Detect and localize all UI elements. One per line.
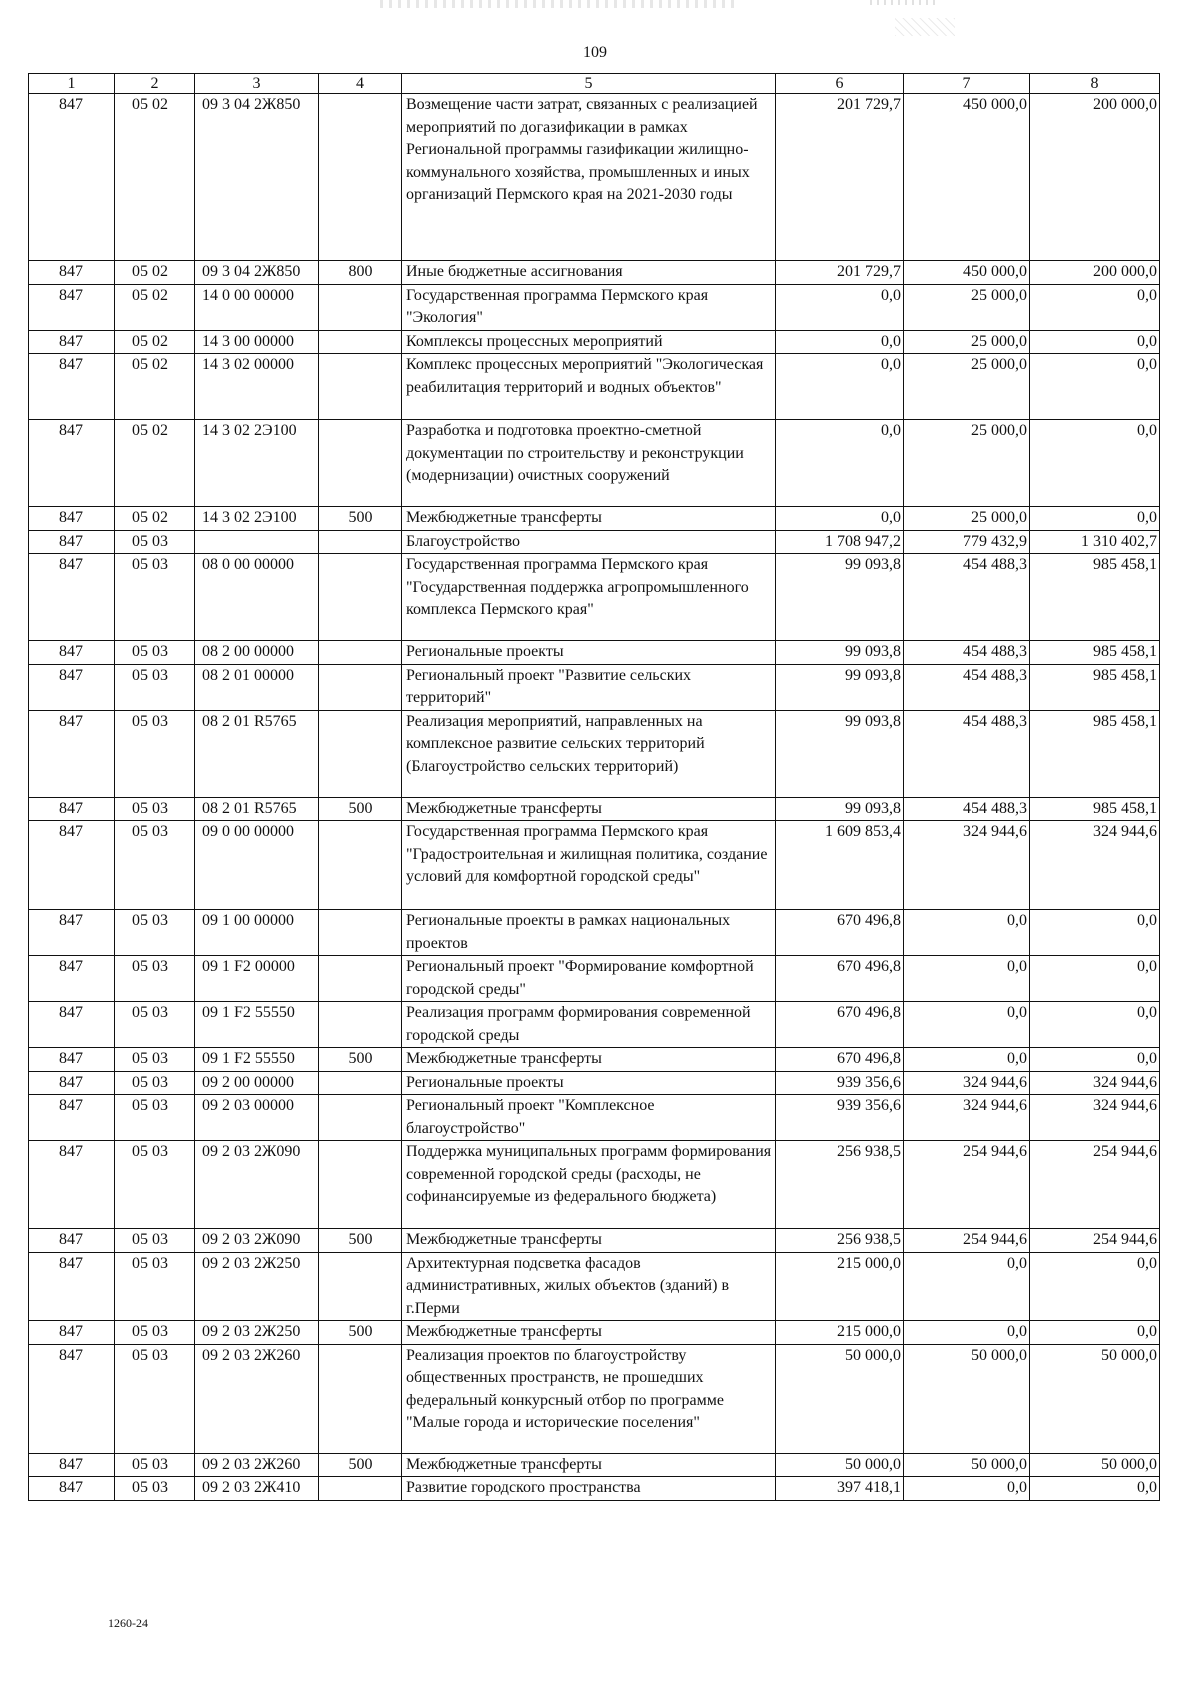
description-cell: Государственная программа Пермского края "Государственная поддержка агропромышленного комплекса Пермского края" [402,554,776,641]
admin-code-cell: 847 [29,956,115,1002]
expense-type-cell: 500 [319,797,402,821]
amount-col6-cell: 670 496,8 [776,1048,904,1072]
amount-col7-cell: 25 000,0 [904,420,1030,507]
target-code-cell: 08 2 01 00000 [195,664,319,710]
expense-type-cell [319,354,402,420]
amount-col8-cell: 50 000,0 [1030,1344,1160,1453]
table-row [29,284,1160,330]
amount-col6-cell: 1 609 853,4 [776,821,904,910]
admin-code-cell: 847 [29,554,115,641]
amount-col7-cell: 0,0 [904,1321,1030,1345]
description-cell: Межбюджетные трансферты [402,1048,776,1072]
description-cell: Межбюджетные трансферты [402,1453,776,1477]
amount-col6-cell: 256 938,5 [776,1229,904,1253]
table-row [29,1095,1160,1141]
target-code-cell: 09 1 F2 55550 [195,1048,319,1072]
amount-col6-cell: 215 000,0 [776,1321,904,1345]
amount-col8-cell: 0,0 [1030,354,1160,420]
amount-col7-cell: 254 944,6 [904,1141,1030,1229]
target-code-cell: 14 3 02 00000 [195,354,319,420]
table-row [29,530,1160,554]
amount-col6-cell: 397 418,1 [776,1477,904,1501]
amount-col7-cell: 0,0 [904,910,1030,956]
section-code-cell: 05 02 [115,261,195,285]
amount-col6-cell: 99 093,8 [776,710,904,797]
table-row [29,330,1160,354]
table-row [29,1453,1160,1477]
description-cell: Государственная программа Пермского края "Экология" [402,284,776,330]
table-row [29,554,1160,641]
amount-col6-cell: 201 729,7 [776,261,904,285]
admin-code-cell: 847 [29,261,115,285]
header-row [29,74,1160,94]
amount-col6-cell: 99 093,8 [776,797,904,821]
section-code-cell: 05 03 [115,956,195,1002]
amount-col7-cell: 454 488,3 [904,797,1030,821]
admin-code-cell: 847 [29,420,115,507]
expense-type-cell [319,1071,402,1095]
admin-code-cell: 847 [29,1141,115,1229]
amount-col6-cell: 0,0 [776,420,904,507]
section-code-cell: 05 03 [115,664,195,710]
target-code-cell: 09 2 03 2Ж090 [195,1229,319,1253]
description-cell: Иные бюджетные ассигнования [402,261,776,285]
description-cell: Возмещение части затрат, связанных с реализацией мероприятий по догазификации в рамках Региональной программы газификации жилищно-коммунального хозяйства, промышленных и иных организаций Пермского края на 2021-2030 годы [402,94,776,261]
amount-col7-cell: 324 944,6 [904,1095,1030,1141]
target-code-cell: 09 2 03 2Ж260 [195,1453,319,1477]
amount-col7-cell: 450 000,0 [904,261,1030,285]
table-row [29,1229,1160,1253]
target-code-cell: 14 0 00 00000 [195,284,319,330]
amount-col8-cell: 0,0 [1030,956,1160,1002]
scan-artifact [380,0,740,8]
expense-type-cell [319,1344,402,1453]
description-cell: Поддержка муниципальных программ формирования современной городской среды (расходы, не софинансируемые из федерального бюджета) [402,1141,776,1229]
admin-code-cell: 847 [29,664,115,710]
expense-type-cell [319,530,402,554]
amount-col8-cell: 0,0 [1030,507,1160,531]
target-code-cell: 09 2 00 00000 [195,1071,319,1095]
amount-col6-cell: 0,0 [776,507,904,531]
section-code-cell: 05 03 [115,1048,195,1072]
section-code-cell: 05 03 [115,1229,195,1253]
section-code-cell: 05 03 [115,1477,195,1501]
table-row [29,1141,1160,1229]
target-code-cell: 09 2 03 2Ж250 [195,1252,319,1321]
admin-code-cell: 847 [29,797,115,821]
description-cell: Комплекс процессных мероприятий "Экологическая реабилитация территорий и водных объектов" [402,354,776,420]
expense-type-cell: 500 [319,507,402,531]
amount-col8-cell: 324 944,6 [1030,1071,1160,1095]
column-header: 6 [776,74,904,94]
expense-type-cell [319,420,402,507]
amount-col7-cell: 254 944,6 [904,1229,1030,1253]
description-cell: Межбюджетные трансферты [402,507,776,531]
amount-col7-cell: 454 488,3 [904,641,1030,665]
admin-code-cell: 847 [29,641,115,665]
section-code-cell: 05 03 [115,1095,195,1141]
amount-col8-cell: 0,0 [1030,1048,1160,1072]
amount-col7-cell: 450 000,0 [904,94,1030,261]
scan-artifact [895,18,955,36]
target-code-cell: 09 2 03 2Ж250 [195,1321,319,1345]
target-code-cell: 14 3 00 00000 [195,330,319,354]
amount-col6-cell: 670 496,8 [776,910,904,956]
expense-type-cell [319,710,402,797]
amount-col8-cell: 0,0 [1030,284,1160,330]
target-code-cell: 09 1 F2 55550 [195,1002,319,1048]
expense-type-cell [319,956,402,1002]
table-body [29,74,1160,1501]
amount-col7-cell: 50 000,0 [904,1453,1030,1477]
description-cell: Благоустройство [402,530,776,554]
amount-col6-cell: 939 356,6 [776,1095,904,1141]
expense-type-cell [319,1141,402,1229]
admin-code-cell: 847 [29,1048,115,1072]
expense-type-cell: 500 [319,1321,402,1345]
amount-col7-cell: 0,0 [904,1477,1030,1501]
target-code-cell: 09 0 00 00000 [195,821,319,910]
amount-col7-cell: 25 000,0 [904,354,1030,420]
amount-col8-cell: 254 944,6 [1030,1229,1160,1253]
amount-col6-cell: 50 000,0 [776,1344,904,1453]
amount-col8-cell: 985 458,1 [1030,641,1160,665]
amount-col8-cell: 985 458,1 [1030,664,1160,710]
admin-code-cell: 847 [29,910,115,956]
description-cell: Региональные проекты [402,641,776,665]
target-code-cell: 09 2 03 2Ж410 [195,1477,319,1501]
section-code-cell: 05 02 [115,284,195,330]
section-code-cell: 05 03 [115,821,195,910]
table-row [29,94,1160,261]
section-code-cell: 05 02 [115,507,195,531]
description-cell: Межбюджетные трансферты [402,797,776,821]
amount-col8-cell: 985 458,1 [1030,554,1160,641]
expense-type-cell [319,330,402,354]
column-header: 8 [1030,74,1160,94]
amount-col8-cell: 0,0 [1030,1477,1160,1501]
amount-col7-cell: 50 000,0 [904,1344,1030,1453]
section-code-cell: 05 03 [115,910,195,956]
table-row [29,1071,1160,1095]
amount-col7-cell: 0,0 [904,1252,1030,1321]
expense-type-cell: 500 [319,1229,402,1253]
expense-type-cell [319,1252,402,1321]
amount-col8-cell: 324 944,6 [1030,821,1160,910]
amount-col7-cell: 0,0 [904,1002,1030,1048]
column-header: 1 [29,74,115,94]
amount-col6-cell: 99 093,8 [776,641,904,665]
amount-col6-cell: 201 729,7 [776,94,904,261]
amount-col6-cell: 670 496,8 [776,1002,904,1048]
amount-col8-cell: 1 310 402,7 [1030,530,1160,554]
target-code-cell: 09 1 00 00000 [195,910,319,956]
amount-col8-cell: 0,0 [1030,1321,1160,1345]
amount-col7-cell: 324 944,6 [904,1071,1030,1095]
amount-col6-cell: 215 000,0 [776,1252,904,1321]
amount-col7-cell: 454 488,3 [904,710,1030,797]
section-code-cell: 05 02 [115,420,195,507]
admin-code-cell: 847 [29,1095,115,1141]
amount-col7-cell: 779 432,9 [904,530,1030,554]
expense-type-cell [319,554,402,641]
table-row [29,1344,1160,1453]
admin-code-cell: 847 [29,1321,115,1345]
column-header: 2 [115,74,195,94]
table-row [29,664,1160,710]
admin-code-cell: 847 [29,284,115,330]
section-code-cell: 05 03 [115,797,195,821]
expense-type-cell [319,94,402,261]
admin-code-cell: 847 [29,1252,115,1321]
description-cell: Региональный проект "Комплексное благоустройство" [402,1095,776,1141]
section-code-cell: 05 03 [115,641,195,665]
amount-col6-cell: 1 708 947,2 [776,530,904,554]
table-row [29,821,1160,910]
admin-code-cell: 847 [29,94,115,261]
description-cell: Разработка и подготовка проектно-сметной документации по строительству и реконструкции (модернизации) очистных сооружений [402,420,776,507]
table-row [29,1002,1160,1048]
admin-code-cell: 847 [29,1477,115,1501]
amount-col8-cell: 254 944,6 [1030,1141,1160,1229]
admin-code-cell: 847 [29,1071,115,1095]
expense-type-cell: 500 [319,1048,402,1072]
admin-code-cell: 847 [29,821,115,910]
section-code-cell: 05 03 [115,1002,195,1048]
admin-code-cell: 847 [29,1229,115,1253]
amount-col8-cell: 985 458,1 [1030,710,1160,797]
section-code-cell: 05 02 [115,94,195,261]
section-code-cell: 05 03 [115,710,195,797]
amount-col6-cell: 99 093,8 [776,664,904,710]
target-code-cell: 08 2 00 00000 [195,641,319,665]
admin-code-cell: 847 [29,1344,115,1453]
target-code-cell: 09 2 03 2Ж260 [195,1344,319,1453]
description-cell: Региональный проект "Формирование комфортной городской среды" [402,956,776,1002]
amount-col7-cell: 25 000,0 [904,284,1030,330]
amount-col6-cell: 0,0 [776,354,904,420]
section-code-cell: 05 03 [115,1321,195,1345]
section-code-cell: 05 03 [115,1344,195,1453]
description-cell: Реализация мероприятий, направленных на комплексное развитие сельских территорий (Благоустройство сельских территорий) [402,710,776,797]
amount-col8-cell: 0,0 [1030,1252,1160,1321]
amount-col7-cell: 25 000,0 [904,330,1030,354]
admin-code-cell: 847 [29,354,115,420]
amount-col6-cell: 670 496,8 [776,956,904,1002]
target-code-cell: 08 2 01 R5765 [195,797,319,821]
column-header: 4 [319,74,402,94]
expense-type-cell [319,641,402,665]
section-code-cell: 05 03 [115,1252,195,1321]
description-cell: Государственная программа Пермского края "Градостроительная и жилищная политика, создание условий для комфортной городской среды" [402,821,776,910]
amount-col7-cell: 324 944,6 [904,821,1030,910]
target-code-cell: 09 2 03 00000 [195,1095,319,1141]
section-code-cell: 05 03 [115,530,195,554]
amount-col8-cell: 0,0 [1030,330,1160,354]
target-code-cell: 14 3 02 2Э100 [195,507,319,531]
amount-col6-cell: 0,0 [776,330,904,354]
target-code-cell: 08 2 01 R5765 [195,710,319,797]
table-row [29,354,1160,420]
expense-type-cell [319,910,402,956]
amount-col8-cell: 985 458,1 [1030,797,1160,821]
description-cell: Реализация проектов по благоустройству общественных пространств, не прошедших федеральный конкурсный отбор по программе "Малые города и исторические поселения" [402,1344,776,1453]
expense-type-cell [319,664,402,710]
budget-table [28,73,1160,1501]
target-code-cell: 09 2 03 2Ж090 [195,1141,319,1229]
target-code-cell: 08 0 00 00000 [195,554,319,641]
description-cell: Архитектурная подсветка фасадов административных, жилых объектов (зданий) в г.Перми [402,1252,776,1321]
description-cell: Региональные проекты в рамках национальных проектов [402,910,776,956]
amount-col7-cell: 0,0 [904,1048,1030,1072]
table-row [29,641,1160,665]
amount-col6-cell: 99 093,8 [776,554,904,641]
expense-type-cell [319,284,402,330]
description-cell: Межбюджетные трансферты [402,1321,776,1345]
amount-col7-cell: 0,0 [904,956,1030,1002]
admin-code-cell: 847 [29,330,115,354]
section-code-cell: 05 03 [115,1071,195,1095]
amount-col6-cell: 0,0 [776,284,904,330]
expense-type-cell [319,1002,402,1048]
column-header: 3 [195,74,319,94]
admin-code-cell: 847 [29,1453,115,1477]
section-code-cell: 05 02 [115,354,195,420]
section-code-cell: 05 03 [115,554,195,641]
amount-col7-cell: 25 000,0 [904,507,1030,531]
section-code-cell: 05 03 [115,1453,195,1477]
page-number: 109 [583,44,607,61]
amount-col8-cell: 0,0 [1030,910,1160,956]
amount-col6-cell: 50 000,0 [776,1453,904,1477]
document-code: 1260-24 [108,1616,148,1630]
target-code-cell: 09 3 04 2Ж850 [195,94,319,261]
admin-code-cell: 847 [29,530,115,554]
admin-code-cell: 847 [29,1002,115,1048]
column-header: 7 [904,74,1030,94]
description-cell: Комплексы процессных мероприятий [402,330,776,354]
table-row [29,1321,1160,1345]
table-row [29,420,1160,507]
expense-type-cell [319,1095,402,1141]
expense-type-cell: 800 [319,261,402,285]
section-code-cell: 05 03 [115,1141,195,1229]
target-code-cell [195,530,319,554]
amount-col7-cell: 454 488,3 [904,664,1030,710]
amount-col8-cell: 50 000,0 [1030,1453,1160,1477]
table-row [29,710,1160,797]
admin-code-cell: 847 [29,507,115,531]
description-cell: Межбюджетные трансферты [402,1229,776,1253]
table-row [29,1477,1160,1501]
amount-col6-cell: 939 356,6 [776,1071,904,1095]
amount-col8-cell: 200 000,0 [1030,94,1160,261]
table-row [29,1048,1160,1072]
amount-col8-cell: 0,0 [1030,1002,1160,1048]
target-code-cell: 09 3 04 2Ж850 [195,261,319,285]
column-header: 5 [402,74,776,94]
description-cell: Региональный проект "Развитие сельских территорий" [402,664,776,710]
expense-type-cell [319,821,402,910]
admin-code-cell: 847 [29,710,115,797]
expense-type-cell: 500 [319,1453,402,1477]
scan-artifact [870,0,940,5]
section-code-cell: 05 02 [115,330,195,354]
description-cell: Реализация программ формирования современной городской среды [402,1002,776,1048]
table-row [29,956,1160,1002]
description-cell: Региональные проекты [402,1071,776,1095]
target-code-cell: 09 1 F2 00000 [195,956,319,1002]
table-row [29,507,1160,531]
table-row [29,797,1160,821]
table-row [29,261,1160,285]
table-row [29,910,1160,956]
amount-col6-cell: 256 938,5 [776,1141,904,1229]
amount-col8-cell: 200 000,0 [1030,261,1160,285]
amount-col7-cell: 454 488,3 [904,554,1030,641]
amount-col8-cell: 0,0 [1030,420,1160,507]
table-row [29,1252,1160,1321]
target-code-cell: 14 3 02 2Э100 [195,420,319,507]
amount-col8-cell: 324 944,6 [1030,1095,1160,1141]
expense-type-cell [319,1477,402,1501]
description-cell: Развитие городского пространства [402,1477,776,1501]
